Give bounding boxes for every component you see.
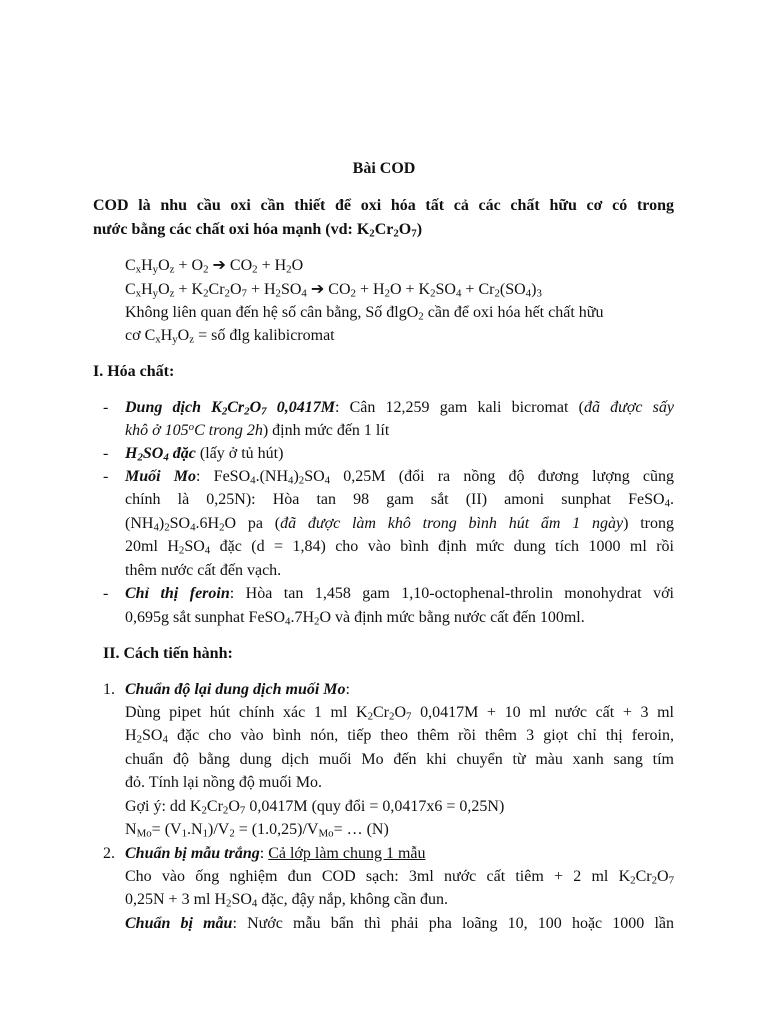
step-2-line-1-start: Cho vào ống nghiệm đun COD sạch: 3ml nước cất tiêm + 2 ml K [125, 868, 631, 885]
item-mohr-line-3: $(NH_4)_2SO_4.6H_2O$ pa (đã được làm khô trong bình hút ẩm 1 ngày) trong [125, 515, 674, 534]
item-ferroin-label: Chỉ thị feroin [125, 585, 230, 602]
note-line-1-end: cần để oxi hóa hết chất hữu [423, 304, 604, 321]
note-line-2-start: cơ C [125, 327, 156, 344]
step-1-line-3: chuẩn độ bằng dung dịch muối Mo đến khi chuyển từ màu xanh sang tím [125, 751, 674, 768]
step-1-line-1: Dùng pipet hút chính xác 1 ml $K_2Cr_2O_7$ 0,0417M + 10 ml nước cất + 3 ml [125, 704, 674, 723]
step-1-hint-end: 0,0417M (quy đổi = 0,0417x6 = 0,25N) [245, 798, 505, 815]
step-1-colon: : [345, 681, 350, 698]
item-mohr-line-3-end: ) trong [623, 515, 674, 532]
step-2-colon: : [259, 845, 269, 862]
intro-line-1: COD là nhu cầu oxi cần thiết để oxi hóa tất cả các chất hữu cơ có trong [93, 197, 674, 214]
item-mohr-label: Muối Mo [125, 468, 197, 485]
formula-note-line-2: cơ $C_xH_yO_z$ = số đlg kalibicromat [125, 327, 335, 346]
sample-label: Chuẩn bị mẫu [125, 915, 233, 932]
step-1-line-2: $H_2SO_4$ đặc cho vào bình nón, tiếp theo thêm rồi thêm 3 giọt chỉ thị feroin, [125, 727, 675, 746]
item-dichromate-line-1: Dung dịch $K_2Cr_2O_7$ 0,0417M: Cân 12,259 gam kali bicromat (đã được sấy [125, 399, 675, 418]
intro-line-2-end: ) [416, 221, 423, 238]
equation-2: $C_xH_yO_z + K_2Cr_2O_7 + H_2SO_4$ ➔ $CO_2 + H_2O + K_2SO_4 + Cr_2(SO_4)_3$ [125, 281, 542, 300]
list-dash: - [103, 399, 109, 416]
step-1-hint: Gợi ý: dd $K_2Cr_2O_7$ 0,0417M (quy đổi = 0,0417x6 = 0,25N) [125, 798, 505, 817]
sample-text: : Nước mẫu bẩn thì phải pha loãng 10, 100 hoặc 1000 lần [232, 915, 675, 932]
item-dichromate-italic-1: đã được sấy [583, 399, 675, 416]
item-h2so4-text: (lấy ở tủ hút) [195, 445, 284, 462]
step-1-hint-start: Gợi ý: dd K [125, 798, 202, 815]
equation-1: $C_xH_yO_z + O_2$ ➔ $CO_2 + H_2O$ [125, 257, 304, 276]
step-2-label: Chuẩn bị mẫu trắng [125, 845, 260, 862]
step-1-formula: $N_{Mo}= (V_1.N_1)/V_2 = (1.0,25)/V_{Mo}=$ … (N) [125, 821, 389, 840]
list-dash: - [103, 468, 109, 485]
step-2-line-2-end: đặc, đậy nắp, không cần đun. [257, 891, 448, 908]
step-2-line-1: Cho vào ống nghiệm đun COD sạch: 3ml nước cất tiêm + 2 ml $K_2Cr_2O_7$ [125, 868, 674, 887]
arrow-icon: ➔ [310, 281, 325, 298]
step-2-underlined-note: Cả lớp làm chung 1 mẫu [268, 845, 426, 862]
step-1-label: Chuẩn độ lại dung dịch muối Mo [125, 681, 346, 698]
step-1-line-1-end: 0,0417M + 10 ml nước cất + 3 ml [411, 704, 674, 721]
section-2-heading: II. Cách tiến hành: [103, 645, 233, 662]
step-1-line-4: đỏ. Tính lại nồng độ muối Mo. [125, 774, 323, 791]
step-2-sample-line [125, 914, 674, 934]
step-2-line-2: 0,25N + 3 ml $H_2SO_4$ đặc, đậy nắp, không cần đun. [125, 891, 448, 910]
step-1-formula-end: = … (N) [333, 821, 389, 838]
item-mohr-line-1: Muối Mo: $FeSO_4.(NH_4)_2SO_4$ 0,25M (đổi ra nồng độ đương lượng cũng [125, 468, 674, 487]
step-number: 2. [103, 845, 115, 862]
item-dichromate-text-2: ) định mức đến 1 lít [262, 422, 390, 439]
item-mohr-line-4: 20ml $H_2SO_4$ đặc (d = 1,84) cho vào bình định mức dung tích 1000 ml rồi [125, 538, 674, 557]
step-2-title [125, 844, 426, 864]
step-1-title [125, 680, 350, 700]
step-2-line-2-start: 0,25N + 3 ml H [125, 891, 227, 908]
arrow-icon: ➔ [212, 257, 226, 274]
step-number: 1. [103, 681, 115, 698]
section-1-heading: I. Hóa chất: [93, 363, 175, 380]
item-h2so4: $H_2SO_4$ đặc (lấy ở tủ hút) [125, 445, 284, 464]
formula-note-line-1: Không liên quan đến hệ số cân bằng, Số đlgO$_2$ cần để oxi hóa hết chất hữu [125, 304, 604, 323]
list-dash: - [103, 445, 109, 462]
item-mohr-italic: đã được làm khô trong bình hút ẩm 1 ngày [280, 515, 624, 532]
note-line-1-text: Không liên quan đến hệ số cân bằng, Số đlgO [125, 304, 419, 321]
item-ferroin-line-1: Chỉ thị feroin: Hòa tan 1,458 gam 1,10-octophenal-throlin monohydrat với [125, 585, 674, 602]
intro-line-2: nước bằng các chất oxi hóa mạnh (vd: $K_2Cr_2O_7$) [93, 221, 423, 240]
item-mohr-line-5: thêm nước cất đến vạch. [125, 562, 282, 579]
step-1-line-2-text: đặc cho vào bình nón, tiếp theo thêm rồi thêm 3 giọt chỉ thị feroin, [177, 727, 675, 744]
note-line-2-end: = số đlg kalibicromat [194, 327, 335, 344]
item-dichromate-line-2: khô ở 105$^o$C trong 2h) định mức đến 1 lít [125, 421, 390, 439]
page-title: Bài COD [352, 160, 416, 177]
list-dash: - [103, 585, 109, 602]
intro-line-2-text: nước bằng các chất oxi hóa mạnh (vd: K [93, 221, 370, 238]
step-1-line-1-start: Dùng pipet hút chính xác 1 ml K [125, 704, 368, 721]
item-mohr-line-2: chính là 0,25N): Hòa tan 98 gam sắt (II) amoni sunphat FeSO$_4$. [125, 491, 674, 510]
item-ferroin-line-2: 0,695g sắt sunphat $FeSO_4.7H_2O$ và định mức bằng nước cất đến 100ml. [125, 609, 585, 628]
